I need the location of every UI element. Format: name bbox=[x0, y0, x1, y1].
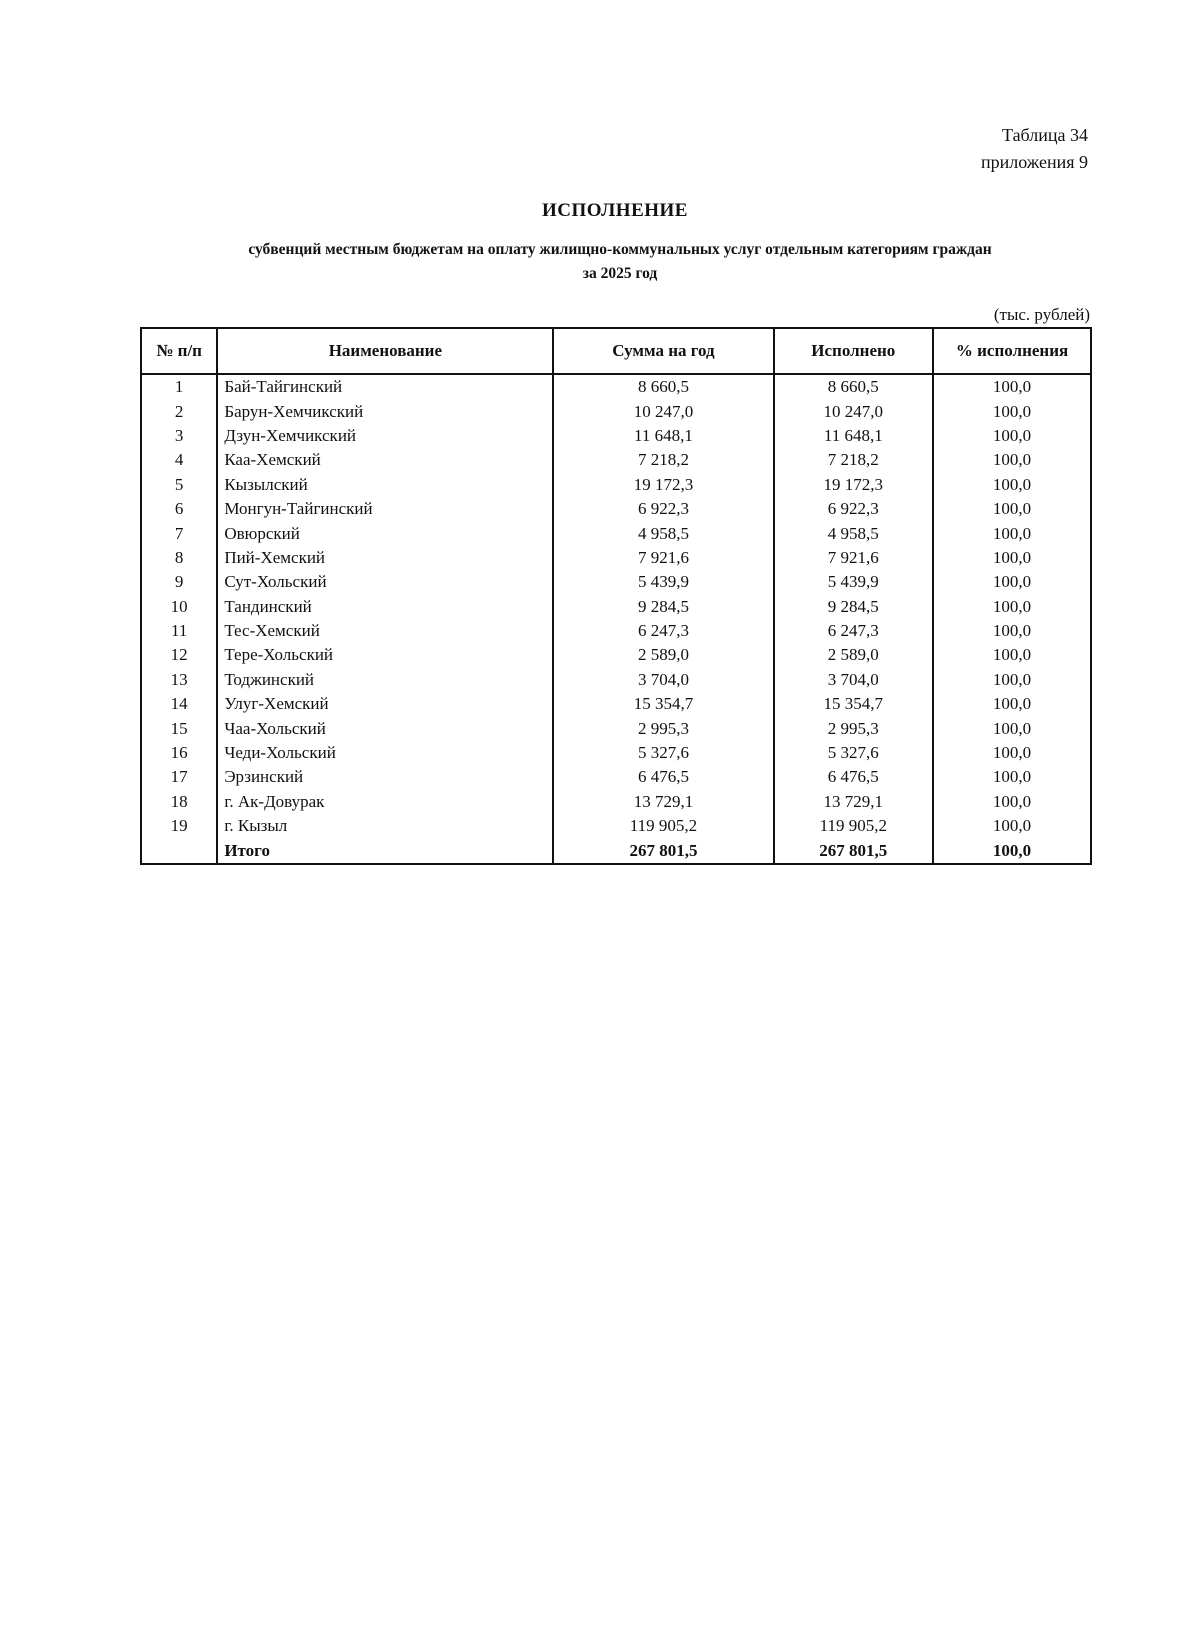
table-row bbox=[141, 497, 1091, 521]
total-cell-pct: 100,0 bbox=[933, 838, 1091, 863]
cell-done: 9 284,5 bbox=[774, 595, 934, 619]
cell-name: Эрзинский bbox=[217, 765, 553, 789]
cell-pct: 100,0 bbox=[933, 765, 1091, 789]
cell-sum: 7 218,2 bbox=[553, 448, 773, 472]
cell-num: 7 bbox=[141, 521, 217, 545]
cell-done: 5 439,9 bbox=[774, 570, 934, 594]
cell-sum: 6 476,5 bbox=[553, 765, 773, 789]
cell-done: 4 958,5 bbox=[774, 521, 934, 545]
cell-sum: 5 327,6 bbox=[553, 741, 773, 765]
cell-pct: 100,0 bbox=[933, 424, 1091, 448]
header-pct: % исполнения bbox=[933, 328, 1091, 374]
cell-pct: 100,0 bbox=[933, 399, 1091, 423]
header-done: Исполнено bbox=[774, 328, 934, 374]
cell-sum: 8 660,5 bbox=[553, 374, 773, 399]
table-row bbox=[141, 643, 1091, 667]
cell-done: 6 922,3 bbox=[774, 497, 934, 521]
cell-pct: 100,0 bbox=[933, 741, 1091, 765]
cell-pct: 100,0 bbox=[933, 546, 1091, 570]
cell-name: Тере-Хольский bbox=[217, 643, 553, 667]
cell-name: Монгун-Тайгинский bbox=[217, 497, 553, 521]
table-row bbox=[141, 814, 1091, 838]
document-subtitle bbox=[140, 238, 1100, 286]
cell-num: 8 bbox=[141, 546, 217, 570]
cell-pct: 100,0 bbox=[933, 814, 1091, 838]
cell-done: 13 729,1 bbox=[774, 790, 934, 814]
total-cell-sum: 267 801,5 bbox=[553, 838, 773, 863]
cell-pct: 100,0 bbox=[933, 595, 1091, 619]
cell-pct: 100,0 bbox=[933, 448, 1091, 472]
cell-sum: 13 729,1 bbox=[553, 790, 773, 814]
table-row bbox=[141, 765, 1091, 789]
header-num: № п/п bbox=[141, 328, 217, 374]
table-row bbox=[141, 374, 1091, 399]
cell-done: 5 327,6 bbox=[774, 741, 934, 765]
cell-pct: 100,0 bbox=[933, 473, 1091, 497]
table-row bbox=[141, 790, 1091, 814]
cell-name: Тес-Хемский bbox=[217, 619, 553, 643]
cell-sum: 19 172,3 bbox=[553, 473, 773, 497]
execution-table bbox=[140, 327, 1092, 865]
total-row bbox=[141, 838, 1091, 863]
cell-num: 4 bbox=[141, 448, 217, 472]
cell-pct: 100,0 bbox=[933, 374, 1091, 399]
cell-num: 15 bbox=[141, 716, 217, 740]
cell-name: Чаа-Хольский bbox=[217, 716, 553, 740]
cell-sum: 11 648,1 bbox=[553, 424, 773, 448]
table-row bbox=[141, 424, 1091, 448]
cell-sum: 4 958,5 bbox=[553, 521, 773, 545]
header-sum: Сумма на год bbox=[553, 328, 773, 374]
cell-done: 6 476,5 bbox=[774, 765, 934, 789]
table-reference bbox=[981, 122, 1088, 176]
table-header-row bbox=[141, 328, 1091, 374]
cell-pct: 100,0 bbox=[933, 692, 1091, 716]
cell-pct: 100,0 bbox=[933, 497, 1091, 521]
cell-num: 13 bbox=[141, 668, 217, 692]
cell-done: 6 247,3 bbox=[774, 619, 934, 643]
table-row bbox=[141, 741, 1091, 765]
cell-name: г. Ак-Довурак bbox=[217, 790, 553, 814]
cell-name: Улуг-Хемский bbox=[217, 692, 553, 716]
cell-done: 8 660,5 bbox=[774, 374, 934, 399]
subtitle-line-1: субвенций местным бюджетам на оплату жилищно-коммунальных услуг отдельным категориям граждан bbox=[248, 241, 992, 258]
cell-done: 19 172,3 bbox=[774, 473, 934, 497]
cell-done: 7 218,2 bbox=[774, 448, 934, 472]
table-number: Таблица 34 bbox=[1002, 125, 1088, 145]
cell-done: 2 995,3 bbox=[774, 716, 934, 740]
cell-done: 10 247,0 bbox=[774, 399, 934, 423]
cell-num: 5 bbox=[141, 473, 217, 497]
cell-name: Тандинский bbox=[217, 595, 553, 619]
table-row bbox=[141, 448, 1091, 472]
cell-num: 10 bbox=[141, 595, 217, 619]
table-row bbox=[141, 521, 1091, 545]
cell-name: Овюрский bbox=[217, 521, 553, 545]
table-row bbox=[141, 399, 1091, 423]
cell-sum: 119 905,2 bbox=[553, 814, 773, 838]
cell-num: 17 bbox=[141, 765, 217, 789]
cell-name: Бай-Тайгинский bbox=[217, 374, 553, 399]
cell-num: 6 bbox=[141, 497, 217, 521]
cell-sum: 3 704,0 bbox=[553, 668, 773, 692]
cell-num: 18 bbox=[141, 790, 217, 814]
cell-pct: 100,0 bbox=[933, 521, 1091, 545]
cell-num: 11 bbox=[141, 619, 217, 643]
cell-name: Сут-Хольский bbox=[217, 570, 553, 594]
cell-num: 2 bbox=[141, 399, 217, 423]
cell-done: 11 648,1 bbox=[774, 424, 934, 448]
cell-num: 12 bbox=[141, 643, 217, 667]
cell-name: г. Кызыл bbox=[217, 814, 553, 838]
document-title: ИСПОЛНЕНИЕ bbox=[542, 200, 688, 221]
cell-pct: 100,0 bbox=[933, 619, 1091, 643]
subtitle-line-2: за 2025 год bbox=[582, 265, 658, 282]
cell-sum: 10 247,0 bbox=[553, 399, 773, 423]
table-row bbox=[141, 619, 1091, 643]
cell-sum: 15 354,7 bbox=[553, 692, 773, 716]
table-body bbox=[141, 374, 1091, 864]
cell-name: Тоджинский bbox=[217, 668, 553, 692]
cell-done: 15 354,7 bbox=[774, 692, 934, 716]
cell-pct: 100,0 bbox=[933, 790, 1091, 814]
cell-name: Барун-Хемчикский bbox=[217, 399, 553, 423]
cell-pct: 100,0 bbox=[933, 716, 1091, 740]
total-cell-num bbox=[141, 838, 217, 863]
cell-num: 16 bbox=[141, 741, 217, 765]
cell-done: 2 589,0 bbox=[774, 643, 934, 667]
table-row bbox=[141, 692, 1091, 716]
table-row bbox=[141, 595, 1091, 619]
cell-name: Дзун-Хемчикский bbox=[217, 424, 553, 448]
cell-name: Чеди-Хольский bbox=[217, 741, 553, 765]
header-name: Наименование bbox=[217, 328, 553, 374]
table-row bbox=[141, 570, 1091, 594]
cell-sum: 2 995,3 bbox=[553, 716, 773, 740]
cell-num: 1 bbox=[141, 374, 217, 399]
cell-pct: 100,0 bbox=[933, 570, 1091, 594]
cell-sum: 6 247,3 bbox=[553, 619, 773, 643]
total-cell-name: Итого bbox=[217, 838, 553, 863]
cell-num: 3 bbox=[141, 424, 217, 448]
cell-done: 7 921,6 bbox=[774, 546, 934, 570]
cell-num: 14 bbox=[141, 692, 217, 716]
cell-sum: 2 589,0 bbox=[553, 643, 773, 667]
total-cell-done: 267 801,5 bbox=[774, 838, 934, 863]
cell-sum: 7 921,6 bbox=[553, 546, 773, 570]
cell-sum: 6 922,3 bbox=[553, 497, 773, 521]
table-row bbox=[141, 668, 1091, 692]
cell-pct: 100,0 bbox=[933, 643, 1091, 667]
cell-done: 3 704,0 bbox=[774, 668, 934, 692]
cell-num: 19 bbox=[141, 814, 217, 838]
cell-sum: 5 439,9 bbox=[553, 570, 773, 594]
cell-name: Пий-Хемский bbox=[217, 546, 553, 570]
cell-sum: 9 284,5 bbox=[553, 595, 773, 619]
cell-name: Кызылский bbox=[217, 473, 553, 497]
table-row bbox=[141, 473, 1091, 497]
table-row bbox=[141, 546, 1091, 570]
cell-name: Каа-Хемский bbox=[217, 448, 553, 472]
appendix-number: приложения 9 bbox=[980, 152, 1088, 172]
cell-pct: 100,0 bbox=[933, 668, 1091, 692]
cell-done: 119 905,2 bbox=[774, 814, 934, 838]
table-row bbox=[141, 716, 1091, 740]
cell-num: 9 bbox=[141, 570, 217, 594]
units-label: (тыс. рублей) bbox=[993, 305, 1090, 324]
